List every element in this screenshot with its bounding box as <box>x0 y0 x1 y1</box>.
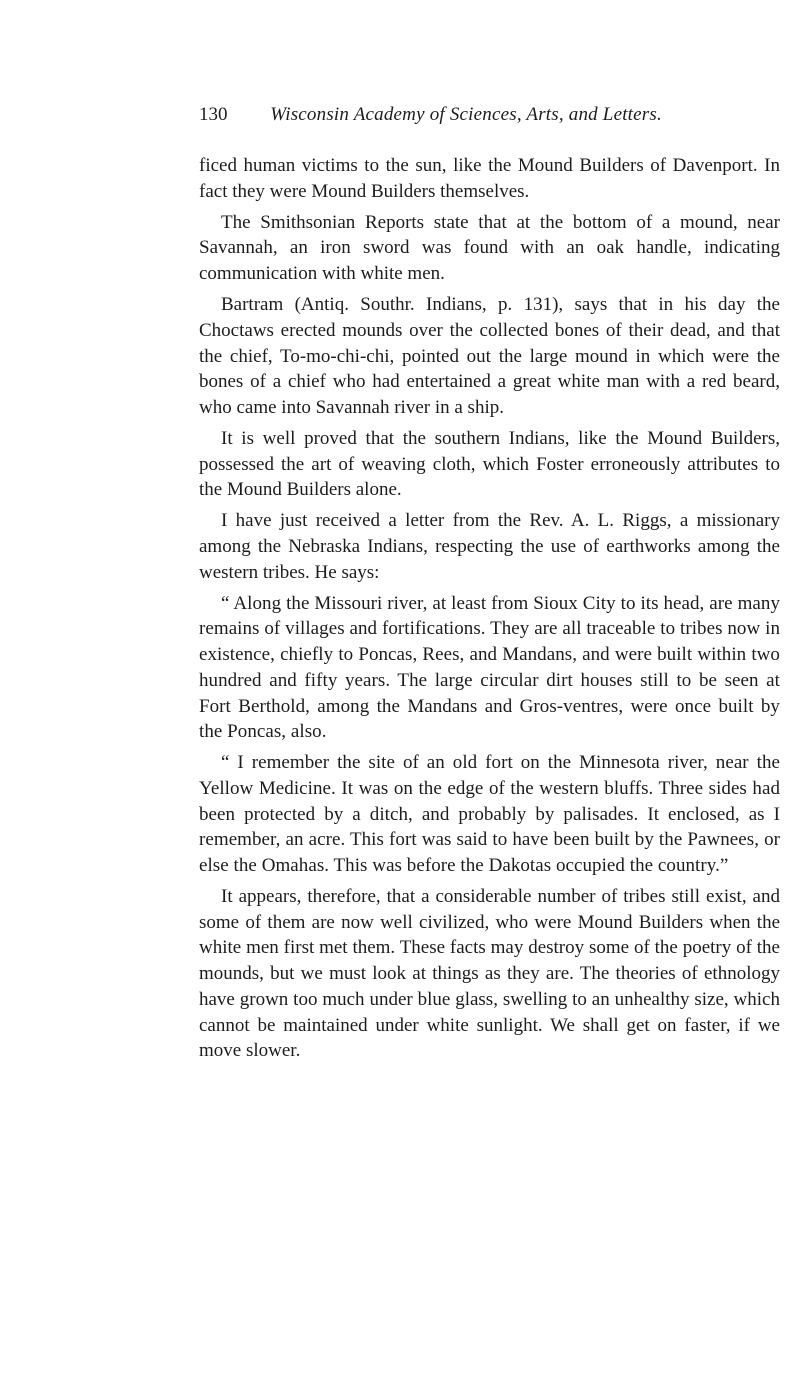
quote-missouri-river: “ Along the Missouri river, at least from Sioux City to its head, are many remains of villages and fortifications. They are all traceable to tribes now in existence, chiefly to Poncas, Rees, and Mandans, and were built within two hundred and fifty years. The large circular dirt houses still to be seen at Fort Berthold, among the Mandans and Gros-ventres, were once built by the Poncas, also. <box>199 592 780 743</box>
paragraph-smithsonian-reports: The Smithsonian Reports state that at the bottom of a mound, near Savannah, an iron sword was found with an oak handle, indicating communication with white men. <box>199 211 780 285</box>
paragraph-bartram: Bartram (Antiq. Southr. Indians, p. 131), says that in his day the Choctaws erected mounds over the collected bones of their dead, and that the chief, To-mo-chi-chi, pointed out the large mound in which were the bones of a chief who had entertained a great white man with a red beard, who came into Savannah river in a ship. <box>199 294 780 418</box>
body-text <box>199 153 780 1069</box>
page-number: 130 <box>199 104 228 125</box>
paragraph-weaving-cloth: It is well proved that the southern Indians, like the Mound Builders, possessed the art of weaving cloth, which Foster erroneously attributes to the Mound Builders alone. <box>199 427 780 501</box>
paragraph-continuation: ficed human victims to the sun, like the Mound Builders of Davenport. In fact they were Mound Builders themselves. <box>199 155 780 202</box>
running-header <box>199 101 729 129</box>
paragraph-conclusion: It appears, therefore, that a considerable number of tribes still exist, and some of them are now well civilized, who were Mound Builders when the white men first met them. These facts may destroy some of the poetry of the mounds, but we must look at things as they are. The theories of ethnology have grown too much under blue glass, swelling to an unhealthy size, which cannot be maintained under white sunlight. We shall get on faster, if we move slower. <box>199 886 780 1062</box>
paragraph-riggs-letter: I have just received a letter from the Rev. A. L. Riggs, a missionary among the Nebraska Indians, respecting the use of earthworks among the western tribes. He says: <box>199 510 780 583</box>
running-title: Wisconsin Academy of Sciences, Arts, and Letters. <box>270 104 662 125</box>
quote-minnesota-fort: “ I remember the site of an old fort on the Minnesota river, near the Yellow Medicine. It was on the edge of the western bluffs. Three sides had been protected by a ditch, and probably by palisades. It enclosed, as I remember, an acre. This fort was said to have been built by the Pawnees, or else the Omahas. This was before the Dakotas occupied the country.” <box>199 752 780 877</box>
